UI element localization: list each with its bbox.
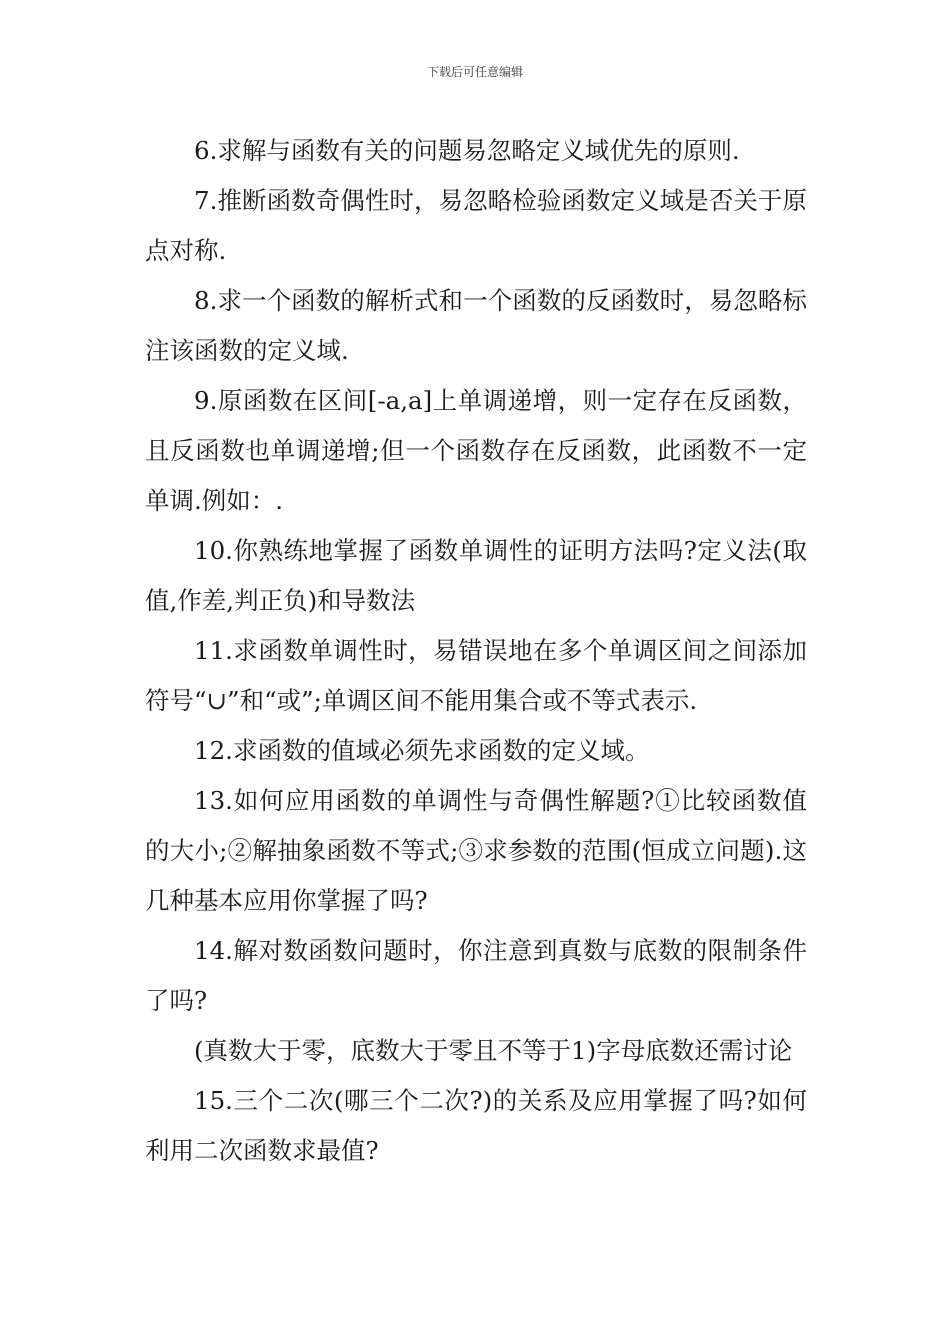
page-header: 下载后可任意编辑 (426, 65, 523, 79)
document-body (145, 126, 807, 1176)
paragraph-14: 14.解对数函数问题时，你注意到真数与底数的限制条件了吗? (145, 936, 807, 1015)
paragraph-7: 7.推断函数奇偶性时，易忽略检验函数定义域是否关于原点对称. (145, 186, 807, 265)
paragraph-13: 13.如何应用函数的单调性与奇偶性解题?①比较函数值的大小;②解抽象函数不等式;③求参数的范围(恒成立问题).这几种基本应用你掌握了吗? (145, 786, 807, 915)
paragraph-14-note: (真数大于零，底数大于零且不等于1)字母底数还需讨论 (194, 1036, 793, 1065)
paragraph-6: 6.求解与函数有关的问题易忽略定义域优先的原则. (194, 136, 740, 165)
paragraph-11: 11.求函数单调性时，易错误地在多个单调区间之间添加符号“∪”和“或”;单调区间不能用集合或不等式表示. (145, 636, 807, 715)
paragraph-15: 15.三个二次(哪三个二次?)的关系及应用掌握了吗?如何利用二次函数求最值? (145, 1086, 807, 1165)
paragraph-12: 12.求函数的值域必须先求函数的定义域。 (194, 736, 650, 765)
paragraph-8: 8.求一个函数的解析式和一个函数的反函数时，易忽略标注该函数的定义域. (145, 286, 807, 365)
paragraph-10: 10.你熟练地掌握了函数单调性的证明方法吗?定义法(取值,作差,判正负)和导数法 (145, 536, 807, 615)
paragraph-9: 9.原函数在区间[-a,a]上单调递增，则一定存在反函数，且反函数也单调递增;但一个函数存在反函数，此函数不一定单调.例如：. (145, 386, 807, 515)
